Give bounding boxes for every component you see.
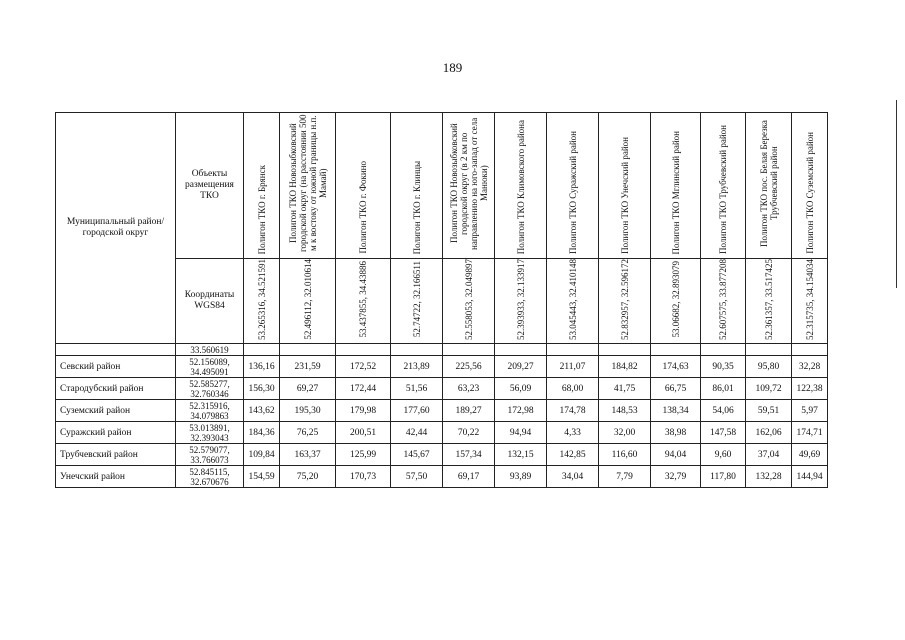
distance-value: 109,84 xyxy=(244,444,280,466)
distance-value: 125,99 xyxy=(336,444,391,466)
column-coord-cell xyxy=(244,259,280,344)
column-coord-label: 52.74722, 32.166511 xyxy=(411,261,422,338)
distance-value: 132,15 xyxy=(495,444,547,466)
distance-value: 172,98 xyxy=(495,400,547,422)
district-name: Севский район xyxy=(56,356,176,378)
distance-value: 38,98 xyxy=(651,422,701,444)
distance-value: 213,89 xyxy=(391,356,443,378)
partial-row-empty-cell xyxy=(599,344,651,356)
distance-value: 172,44 xyxy=(336,378,391,400)
column-coord-cell xyxy=(701,259,746,344)
column-coord-cell xyxy=(792,259,828,344)
distance-value: 86,01 xyxy=(701,378,746,400)
district-name: Унечский район xyxy=(56,466,176,488)
distance-value: 184,82 xyxy=(599,356,651,378)
distance-value: 189,27 xyxy=(443,400,495,422)
distance-value: 90,35 xyxy=(701,356,746,378)
column-coord-label: 53.437855, 34.43886 xyxy=(358,261,368,338)
distance-value: 211,07 xyxy=(547,356,599,378)
distance-value: 68,00 xyxy=(547,378,599,400)
partial-row-name xyxy=(56,344,176,356)
distance-value: 225,56 xyxy=(443,356,495,378)
distance-value: 174,78 xyxy=(547,400,599,422)
distance-value: 231,59 xyxy=(280,356,336,378)
objects-header: Объекты размещения ТКО xyxy=(176,113,244,259)
district-coord: 52.579077, 33.766073 xyxy=(176,444,244,466)
header-row-names xyxy=(56,113,828,259)
column-header-label: Полигон ТКО Мглинский район xyxy=(670,130,681,254)
municipality-header: Муниципальный район/городской округ xyxy=(56,113,176,344)
distance-value: 142,85 xyxy=(547,444,599,466)
column-coord-cell xyxy=(336,259,391,344)
distance-value: 66,75 xyxy=(651,378,701,400)
column-coord-label: 53.045443, 32.410148 xyxy=(567,259,578,340)
distance-value: 95,80 xyxy=(746,356,792,378)
distance-value: 49,69 xyxy=(792,444,828,466)
partial-row-empty-cell xyxy=(701,344,746,356)
distance-value: 42,44 xyxy=(391,422,443,444)
distance-value: 200,51 xyxy=(336,422,391,444)
table-row xyxy=(56,444,828,466)
distance-value: 4,33 xyxy=(547,422,599,444)
distance-value: 138,34 xyxy=(651,400,701,422)
distance-table xyxy=(55,112,828,488)
column-header-label: Полигон ТКО г. Клинцы xyxy=(411,160,422,254)
distance-value: 76,25 xyxy=(280,422,336,444)
district-coord: 53.013891, 32.393043 xyxy=(176,422,244,444)
column-coord-cell xyxy=(495,259,547,344)
distance-value: 59,51 xyxy=(746,400,792,422)
distance-value: 143,62 xyxy=(244,400,280,422)
column-coord-cell xyxy=(280,259,336,344)
distance-value: 132,28 xyxy=(746,466,792,488)
distance-value: 179,98 xyxy=(336,400,391,422)
table-row xyxy=(56,356,828,378)
column-header-landfill xyxy=(443,113,495,259)
distance-value: 195,30 xyxy=(280,400,336,422)
distance-value: 75,20 xyxy=(280,466,336,488)
column-coord-cell xyxy=(746,259,792,344)
coords-header: Координаты WGS84 xyxy=(176,259,244,344)
distance-value: 51,56 xyxy=(391,378,443,400)
partial-row-coord: 33.560619 xyxy=(176,344,244,356)
distance-value: 109,72 xyxy=(746,378,792,400)
distance-value: 54,06 xyxy=(701,400,746,422)
column-header-label: Полигон ТКО г. Фокино xyxy=(358,161,368,254)
column-header-label: Полигон ТКО Унечский район xyxy=(619,137,630,254)
column-coord-label: 52.393933, 32.133917 xyxy=(515,259,526,340)
column-header-landfill xyxy=(547,113,599,259)
distance-value: 144,94 xyxy=(792,466,828,488)
column-header-landfill xyxy=(244,113,280,259)
column-coord-label: 52.361357, 33.517425 xyxy=(763,259,774,340)
distance-value: 174,63 xyxy=(651,356,701,378)
distance-value: 157,34 xyxy=(443,444,495,466)
column-coord-cell xyxy=(547,259,599,344)
distance-value: 94,04 xyxy=(651,444,701,466)
column-header-label: Полигон ТКО Новозыбковский городской округ (на расстоянии 500 м к востоку от южной границы н.п. Мамай) xyxy=(287,114,328,253)
column-coord-cell xyxy=(599,259,651,344)
distance-value: 154,59 xyxy=(244,466,280,488)
distance-value: 156,30 xyxy=(244,378,280,400)
column-header-landfill xyxy=(651,113,701,259)
distance-value: 56,09 xyxy=(495,378,547,400)
column-header-label: Полигон ТКО Суземский район xyxy=(804,132,815,254)
partial-row-empty-cell xyxy=(746,344,792,356)
column-coord-cell xyxy=(651,259,701,344)
page-edge-line xyxy=(896,100,897,288)
distance-value: 170,73 xyxy=(336,466,391,488)
district-coord: 52.585277, 32.760346 xyxy=(176,378,244,400)
column-header-landfill xyxy=(746,113,792,259)
distance-value: 147,58 xyxy=(701,422,746,444)
column-header-landfill xyxy=(495,113,547,259)
partial-row-empty-cell xyxy=(244,344,280,356)
distance-value: 57,50 xyxy=(391,466,443,488)
column-header-landfill xyxy=(701,113,746,259)
distance-value: 5,97 xyxy=(792,400,828,422)
column-coord-label: 52.315735, 34.154034 xyxy=(804,259,815,340)
column-header-landfill xyxy=(280,113,336,259)
partial-row-empty-cell xyxy=(651,344,701,356)
partial-row-empty-cell xyxy=(280,344,336,356)
distance-value: 7,79 xyxy=(599,466,651,488)
distance-value: 116,60 xyxy=(599,444,651,466)
column-header-landfill xyxy=(792,113,828,259)
column-header-label: Полигон ТКО Климовского района xyxy=(515,119,526,254)
table-row xyxy=(56,400,828,422)
distance-value: 117,80 xyxy=(701,466,746,488)
district-name: Стародубский район xyxy=(56,378,176,400)
distance-value: 177,60 xyxy=(391,400,443,422)
table-row xyxy=(56,422,828,444)
distance-value: 184,36 xyxy=(244,422,280,444)
partial-row-empty-cell xyxy=(443,344,495,356)
partial-row-empty-cell xyxy=(792,344,828,356)
district-name: Суземский район xyxy=(56,400,176,422)
column-header-label: Полигон ТКО пос. Белая Березка Трубчевский район xyxy=(758,120,779,247)
distance-value: 34,04 xyxy=(547,466,599,488)
column-coord-label: 52.832957, 32.596172 xyxy=(619,259,630,340)
district-name: Трубчевский район xyxy=(56,444,176,466)
column-header-label: Полигон ТКО Новозыбковский городской округ (в 2 км по направлению на юго-запад от села Манюки) xyxy=(448,117,489,250)
distance-value: 69,27 xyxy=(280,378,336,400)
column-coord-cell xyxy=(443,259,495,344)
partial-row-empty-cell xyxy=(547,344,599,356)
distance-value: 32,79 xyxy=(651,466,701,488)
column-coord-label: 52.496112, 32.010614 xyxy=(302,259,313,340)
column-header-label: Полигон ТКО Суражский район xyxy=(567,131,578,254)
column-header-landfill xyxy=(599,113,651,259)
distance-value: 32,00 xyxy=(599,422,651,444)
table-row xyxy=(56,466,828,488)
distance-value: 32,28 xyxy=(792,356,828,378)
page-number: 189 xyxy=(442,60,463,75)
column-header-landfill xyxy=(391,113,443,259)
distance-value: 37,04 xyxy=(746,444,792,466)
partial-row-empty-cell xyxy=(336,344,391,356)
distance-value: 145,67 xyxy=(391,444,443,466)
partial-row-empty-cell xyxy=(495,344,547,356)
distance-value: 136,16 xyxy=(244,356,280,378)
distance-value: 94,94 xyxy=(495,422,547,444)
distance-value: 41,75 xyxy=(599,378,651,400)
column-coord-label: 52.607575, 33.877208 xyxy=(718,259,728,340)
column-coord-label: 53.265316, 34.521591 xyxy=(256,259,267,340)
column-coord-label: 53.06682, 32.893079 xyxy=(670,261,681,338)
column-header-landfill xyxy=(336,113,391,259)
distance-value: 122,38 xyxy=(792,378,828,400)
distance-value: 174,71 xyxy=(792,422,828,444)
distance-value: 9,60 xyxy=(701,444,746,466)
distance-value: 63,23 xyxy=(443,378,495,400)
column-coord-cell xyxy=(391,259,443,344)
partial-row-empty-cell xyxy=(391,344,443,356)
district-coord: 52.845115, 32.670676 xyxy=(176,466,244,488)
distance-value: 162,06 xyxy=(746,422,792,444)
distance-value: 172,52 xyxy=(336,356,391,378)
distance-value: 70,22 xyxy=(443,422,495,444)
table-row xyxy=(56,378,828,400)
column-header-label: Полигон ТКО г. Брянск xyxy=(256,164,267,254)
district-coord: 52.156089, 34.495091 xyxy=(176,356,244,378)
distance-value: 69,17 xyxy=(443,466,495,488)
partial-coord-row xyxy=(56,344,828,356)
column-header-label: Полигон ТКО Трубчевский район xyxy=(718,125,728,254)
district-name: Суражский район xyxy=(56,422,176,444)
district-coord: 52.315916, 34.079863 xyxy=(176,400,244,422)
distance-value: 209,27 xyxy=(495,356,547,378)
distance-value: 148,53 xyxy=(599,400,651,422)
column-coord-label: 52.558053, 32.049897 xyxy=(463,259,474,340)
distance-value: 163,37 xyxy=(280,444,336,466)
distance-value: 93,89 xyxy=(495,466,547,488)
